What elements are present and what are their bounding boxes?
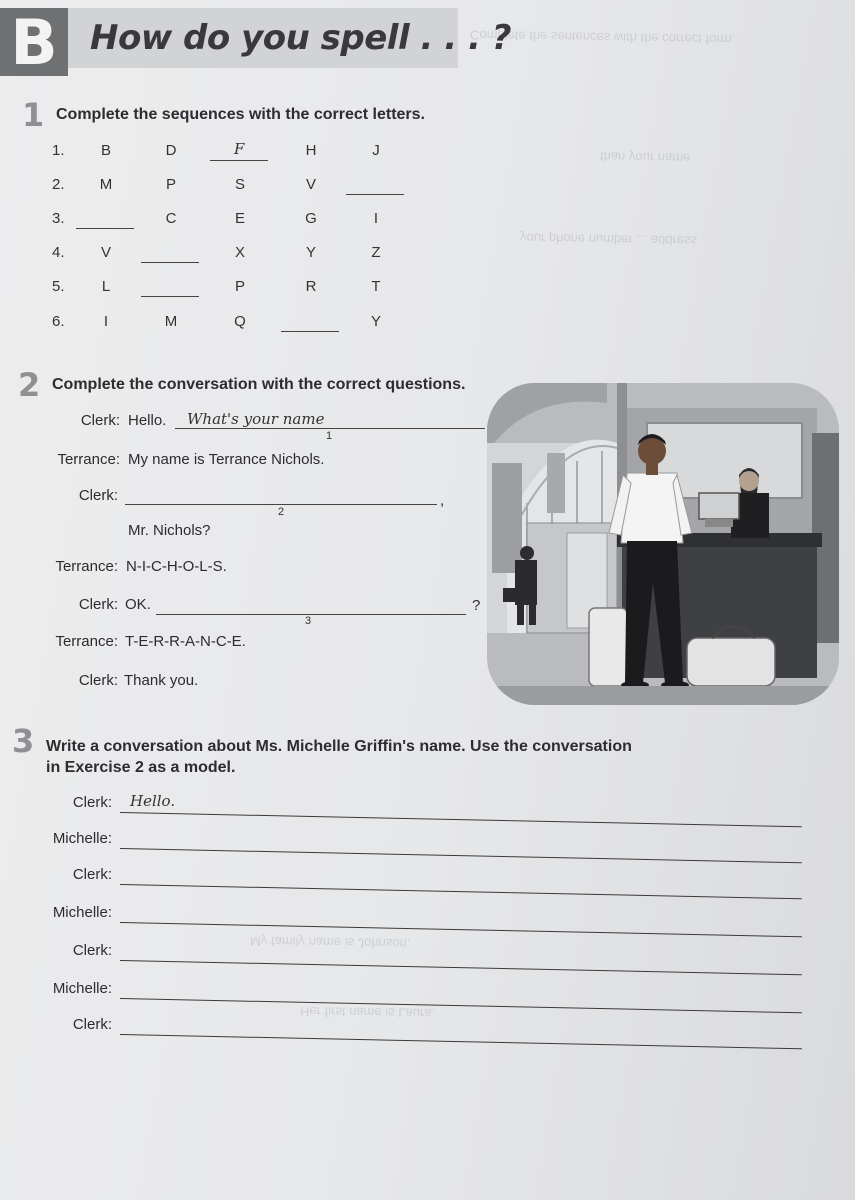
sequence-blank[interactable]: [346, 176, 404, 195]
sequence-letter: Q: [234, 313, 246, 330]
sequence-letter: I: [373, 210, 379, 227]
sequence-letter: V: [100, 244, 111, 261]
question-mark: ?: [472, 597, 481, 614]
exercise-3-instruction-line-1: Write a conversation about Ms. Michelle Griffin's name. Use the conversation: [46, 738, 632, 755]
blank-number-3: 3: [305, 615, 312, 627]
sequence-letter: B: [100, 142, 111, 159]
speaker-terrance: Terrance:: [55, 558, 118, 575]
sequence-row-number: 5.: [52, 278, 65, 295]
speaker-clerk: Clerk:: [80, 412, 120, 429]
handwritten-sequence-answer: F: [234, 140, 245, 158]
sequence-letter: M: [164, 313, 178, 330]
speaker-label: Michelle:: [52, 830, 112, 847]
speaker-label: Clerk:: [72, 866, 112, 883]
writing-line[interactable]: [120, 922, 802, 937]
sequence-letter: I: [103, 313, 109, 330]
sequence-blank[interactable]: [141, 278, 199, 297]
exercise-1-number: 1: [22, 96, 45, 134]
workbook-page: Complete the sentences with the correct form. than your name your phone number ... address My family name is Johnson. Her first name is Laura. B How do you spell . . . ? 1 Complete the sequences with the correct letters. 1. B D F H J 2. M P S V 3. C E G I 4. V X Y Z 5. L P R T 6. I M Q Y 2 Complete the conversation with the correct questions. Clerk: Hello. What's your name 1 Terrance: My name is Terrance Nichols. Clerk: , 2 Mr. Nichols? Terrance: N-I-C-H-O-L-S. Clerk: OK. ? 3 Terrance: T-E-R-R-A-N-C-E. Clerk: Thank you. 3 Write a conversation about Ms. Michelle Griffin's name. Use the conversation in Exercise 2 as a model. Clerk: Michelle: Clerk: Michelle: Clerk: Michelle: Clerk: Hello.: [0, 0, 855, 1200]
sequence-letter: L: [101, 278, 111, 295]
section-letter: B: [10, 5, 58, 79]
sequence-letter: J: [372, 142, 380, 159]
answer-blank-3[interactable]: [156, 596, 466, 615]
sequence-row-number: 2.: [52, 176, 65, 193]
exercise-3-number: 3: [12, 722, 35, 760]
dialogue-text: N-I-C-H-O-L-S.: [126, 558, 227, 575]
sequence-letter: M: [99, 176, 113, 193]
sequence-letter: H: [305, 142, 317, 159]
sequence-letter: P: [234, 278, 245, 295]
writing-line[interactable]: [120, 884, 802, 899]
exercise-1-instruction: Complete the sequences with the correct letters.: [56, 106, 425, 123]
exercise-3-instruction-line-2: in Exercise 2 as a model.: [46, 759, 236, 776]
dialogue-text: Hello.: [128, 412, 167, 429]
page-title: How do you spell . . . ?: [90, 18, 511, 58]
handwritten-answer-1: What's your name: [187, 410, 325, 428]
dialogue-text: OK.: [125, 596, 151, 613]
writing-line[interactable]: [120, 998, 802, 1013]
speaker-clerk: Clerk:: [78, 672, 118, 689]
speaker-clerk: Clerk:: [78, 487, 118, 504]
speaker-terrance: Terrance:: [57, 451, 120, 468]
exercise-2-number: 2: [18, 366, 41, 404]
blank-number-1: 1: [326, 430, 333, 442]
writing-line[interactable]: [120, 812, 802, 827]
sequence-letter: R: [305, 278, 317, 295]
sequence-letter: Z: [371, 244, 381, 261]
sequence-letter: E: [234, 210, 245, 227]
sequence-row-number: 1.: [52, 142, 65, 159]
dialogue-text: My name is Terrance Nichols.: [128, 451, 325, 468]
sequence-letter: Y: [305, 244, 316, 261]
dialogue-text: Mr. Nichols?: [128, 522, 211, 539]
speaker-label: Michelle:: [52, 980, 112, 997]
writing-line[interactable]: [120, 960, 802, 975]
hotel-lobby-image: [487, 383, 839, 705]
dialogue-text: T-E-R-R-A-N-C-E.: [125, 633, 246, 650]
sequence-letter: G: [305, 210, 317, 227]
sequence-letter: P: [165, 176, 176, 193]
sequence-blank[interactable]: [76, 210, 134, 229]
sequence-letter: X: [234, 244, 245, 261]
dialogue-text: Thank you.: [124, 672, 199, 689]
sequence-letter: Y: [370, 313, 381, 330]
sequence-row-number: 6.: [52, 313, 65, 330]
exercise-2-instruction: Complete the conversation with the correct questions.: [52, 376, 466, 393]
speaker-label: Michelle:: [52, 904, 112, 921]
hotel-lobby-illustration: [487, 383, 839, 705]
section-letter-tab: [0, 5, 68, 79]
sequence-letter: D: [165, 142, 177, 159]
sequence-blank[interactable]: [141, 244, 199, 263]
speaker-label: Clerk:: [72, 942, 112, 959]
sequence-letter: V: [305, 176, 316, 193]
sequence-letter: C: [165, 210, 177, 227]
sequence-letter: T: [371, 278, 381, 295]
sequence-letter: S: [234, 176, 245, 193]
writing-line[interactable]: [120, 1034, 802, 1049]
answer-blank-2[interactable]: [125, 486, 437, 505]
handwritten-answer-hello: Hello.: [130, 792, 176, 810]
sequence-blank[interactable]: [281, 313, 339, 332]
speaker-label: Clerk:: [72, 794, 112, 811]
sequence-row-number: 3.: [52, 210, 65, 227]
comma: ,: [440, 492, 445, 509]
speaker-label: Clerk:: [72, 1016, 112, 1033]
speaker-terrance: Terrance:: [55, 633, 118, 650]
speaker-clerk: Clerk:: [78, 596, 118, 613]
sequence-row-number: 4.: [52, 244, 65, 261]
blank-number-2: 2: [278, 506, 285, 518]
writing-line[interactable]: [120, 848, 802, 863]
